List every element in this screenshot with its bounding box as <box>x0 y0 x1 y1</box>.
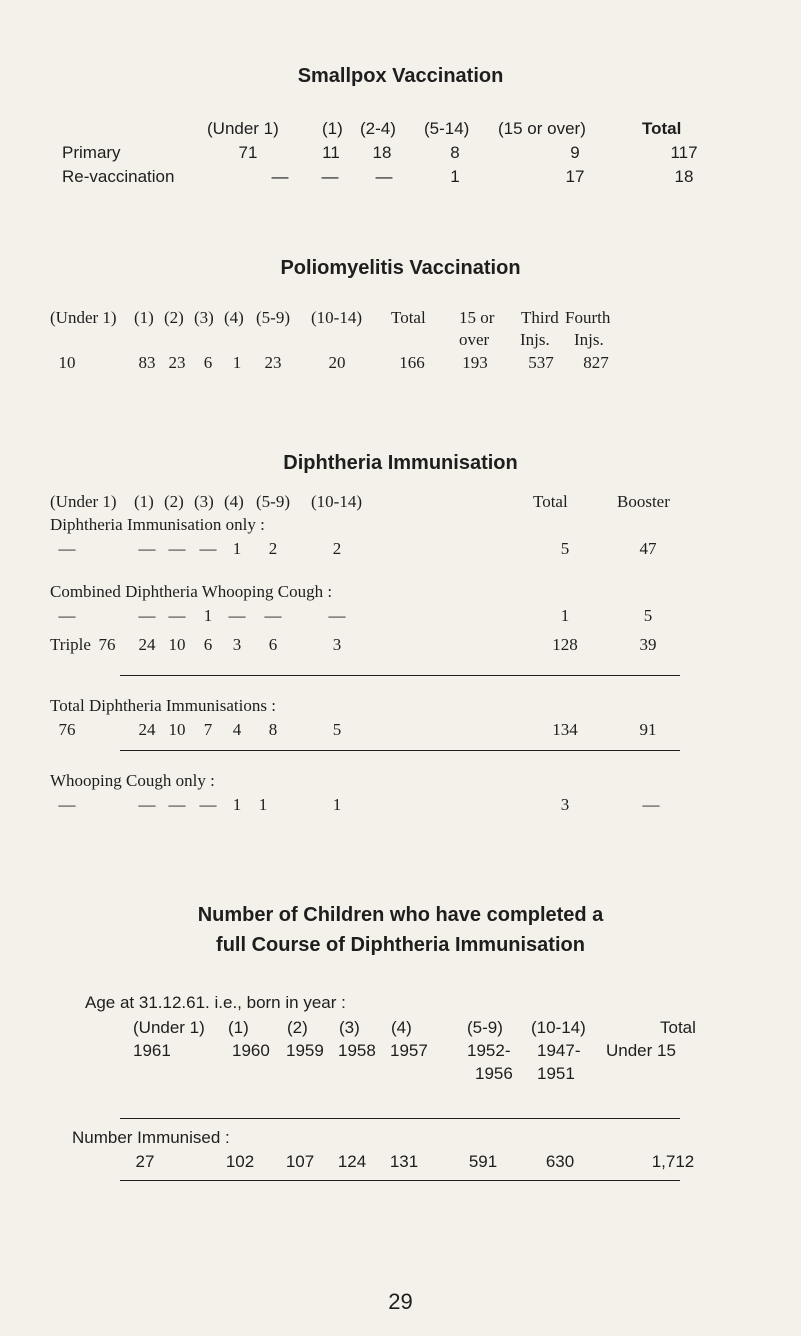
table-cell: 6 <box>203 635 213 654</box>
row-label: Primary <box>62 143 121 162</box>
col-header: (3) <box>194 492 214 511</box>
table-cell: — <box>168 606 186 625</box>
col-header: (4) <box>391 1018 412 1037</box>
table-cell: 1 <box>450 167 460 186</box>
col-header-sub: Injs. <box>574 330 604 349</box>
table-cell: 10 <box>168 635 186 654</box>
table-cell: 124 <box>337 1152 367 1171</box>
table-cell: 1956 <box>475 1064 513 1083</box>
table-cell: 10 <box>168 720 186 739</box>
divider <box>120 1180 680 1181</box>
table-cell: — <box>264 606 282 625</box>
col-header-sub: over <box>459 330 490 349</box>
table-cell: 1952- <box>467 1041 511 1060</box>
table-cell: 1 <box>232 539 242 558</box>
table-cell: 5 <box>643 606 653 625</box>
table-cell: 2 <box>332 539 342 558</box>
diphtheria-title: Diphtheria Immunisation <box>283 452 518 474</box>
table-cell: 71 <box>238 143 258 162</box>
table-cell: 1,712 <box>651 1152 695 1171</box>
table-cell: Under 15 <box>606 1041 676 1060</box>
table-cell: 131 <box>389 1152 419 1171</box>
table-cell: 630 <box>545 1152 575 1171</box>
table-cell: 1947- <box>537 1041 581 1060</box>
table-cell: 24 <box>138 635 156 654</box>
col-header: Total <box>533 492 568 511</box>
table-cell: 1960 <box>232 1041 270 1060</box>
page-number: 29 <box>388 1289 413 1314</box>
table-cell: 27 <box>135 1152 155 1171</box>
table-cell: 1951 <box>537 1064 575 1083</box>
table-cell: 76 <box>58 720 76 739</box>
col-header: (15 or over) <box>498 119 586 138</box>
section-label: Total Diphtheria Immunisations : <box>50 696 276 715</box>
table-cell: 7 <box>203 720 213 739</box>
col-header: (1) <box>322 119 343 138</box>
row-label: Re-vaccination <box>62 167 175 186</box>
table-cell: 827 <box>583 353 609 372</box>
table-cell: — <box>138 606 156 625</box>
col-header: (Under 1) <box>133 1018 205 1037</box>
table-cell: — <box>642 795 660 814</box>
table-cell: 1 <box>203 606 213 625</box>
table-cell: — <box>328 606 346 625</box>
col-header: (10-14) <box>311 308 362 327</box>
table-cell: 5 <box>560 539 570 558</box>
table-cell: 1961 <box>133 1041 171 1060</box>
col-header-total: Total <box>642 119 682 138</box>
course-title-line1: Number of Children who have completed a <box>197 904 604 926</box>
col-header: (2) <box>287 1018 308 1037</box>
table-cell: 9 <box>570 143 580 162</box>
col-header: (3) <box>339 1018 360 1037</box>
col-header: (3) <box>194 308 214 327</box>
table-cell: — <box>58 795 76 814</box>
table-cell: 1 <box>232 795 242 814</box>
table-cell: — <box>58 606 76 625</box>
table-cell: 128 <box>552 635 578 654</box>
table-cell: 83 <box>138 353 156 372</box>
table-cell: 1 <box>232 353 242 372</box>
divider <box>120 675 680 676</box>
table-cell: 537 <box>528 353 554 372</box>
table-cell: 591 <box>468 1152 498 1171</box>
col-header: (5-9) <box>467 1018 503 1037</box>
col-header: (5-14) <box>424 119 470 138</box>
table-cell: — <box>199 795 217 814</box>
col-header: (Under 1) <box>50 492 117 511</box>
col-header: (5-9) <box>256 308 290 327</box>
immunised-label: Number Immunised : <box>72 1128 230 1147</box>
table-cell: 91 <box>639 720 657 739</box>
col-header: (2) <box>164 492 184 511</box>
table-cell: 3 <box>232 635 242 654</box>
table-cell: 17 <box>565 167 585 186</box>
table-cell: 18 <box>372 143 392 162</box>
polio-title: Poliomyelitis Vaccination <box>280 257 521 279</box>
table-cell: 23 <box>264 353 282 372</box>
table-cell: — <box>321 167 339 186</box>
table-cell: — <box>138 795 156 814</box>
col-header: (1) <box>134 492 154 511</box>
col-header: Total <box>391 308 426 327</box>
col-header: (10-14) <box>311 492 362 511</box>
table-cell: 10 <box>58 353 76 372</box>
table-cell: 5 <box>332 720 342 739</box>
table-cell: — <box>168 795 186 814</box>
table-cell: 20 <box>328 353 346 372</box>
table-cell: 2 <box>268 539 278 558</box>
col-header: (4) <box>224 492 244 511</box>
col-header: (1) <box>228 1018 249 1037</box>
col-header: Third <box>521 308 559 327</box>
table-cell: — <box>228 606 246 625</box>
table-cell: 24 <box>138 720 156 739</box>
col-header: (Under 1) <box>207 119 279 138</box>
col-header: Fourth <box>565 308 611 327</box>
col-header: Total <box>660 1018 696 1037</box>
table-cell: 6 <box>268 635 278 654</box>
smallpox-title: Smallpox Vaccination <box>297 65 504 87</box>
table-cell: 47 <box>639 539 657 558</box>
table-cell: 8 <box>268 720 278 739</box>
table-cell: — <box>58 539 76 558</box>
row-label: Triple <box>50 635 91 654</box>
table-cell: 11 <box>322 143 340 162</box>
table-cell: 76 <box>98 635 116 654</box>
table-cell: 18 <box>674 167 694 186</box>
section-label: Combined Diphtheria Whooping Cough : <box>50 582 333 601</box>
table-cell: 1 <box>560 606 570 625</box>
table-cell: 39 <box>639 635 657 654</box>
col-header: (1) <box>134 308 154 327</box>
table-cell: — <box>375 167 393 186</box>
table-cell: 6 <box>203 353 213 372</box>
table-cell: 1959 <box>286 1041 324 1060</box>
divider <box>120 750 680 751</box>
table-cell: 4 <box>232 720 242 739</box>
table-cell: 23 <box>168 353 186 372</box>
age-label: Age at 31.12.61. i.e., born in year : <box>85 993 346 1012</box>
col-header: 15 or <box>459 308 495 327</box>
table-cell: — <box>199 539 217 558</box>
table-cell: 102 <box>225 1152 255 1171</box>
col-header: (2-4) <box>360 119 396 138</box>
course-title-line2: full Course of Diphtheria Immunisation <box>216 934 585 956</box>
col-header-sub: Injs. <box>520 330 550 349</box>
section-label: Diphtheria Immunisation only : <box>50 515 265 534</box>
table-cell: — <box>168 539 186 558</box>
table-cell: 3 <box>560 795 570 814</box>
table-cell: 3 <box>332 635 342 654</box>
col-header: (10-14) <box>531 1018 586 1037</box>
table-cell: 117 <box>670 143 698 162</box>
section-label: Whooping Cough only : <box>50 771 215 790</box>
divider <box>120 1118 680 1119</box>
table-cell: 193 <box>462 353 488 372</box>
col-header: (4) <box>224 308 244 327</box>
table-cell: — <box>138 539 156 558</box>
table-cell: 1958 <box>338 1041 376 1060</box>
table-cell: 1957 <box>390 1041 428 1060</box>
table-cell: 1 <box>332 795 342 814</box>
table-cell: 1 <box>258 795 268 814</box>
table-cell: 134 <box>552 720 578 739</box>
table-cell: 107 <box>285 1152 315 1171</box>
table-cell: — <box>271 167 289 186</box>
table-cell: 8 <box>450 143 460 162</box>
col-header: Booster <box>617 492 670 511</box>
col-header: (5-9) <box>256 492 290 511</box>
table-cell: 166 <box>399 353 425 372</box>
col-header: (Under 1) <box>50 308 117 327</box>
col-header: (2) <box>164 308 184 327</box>
